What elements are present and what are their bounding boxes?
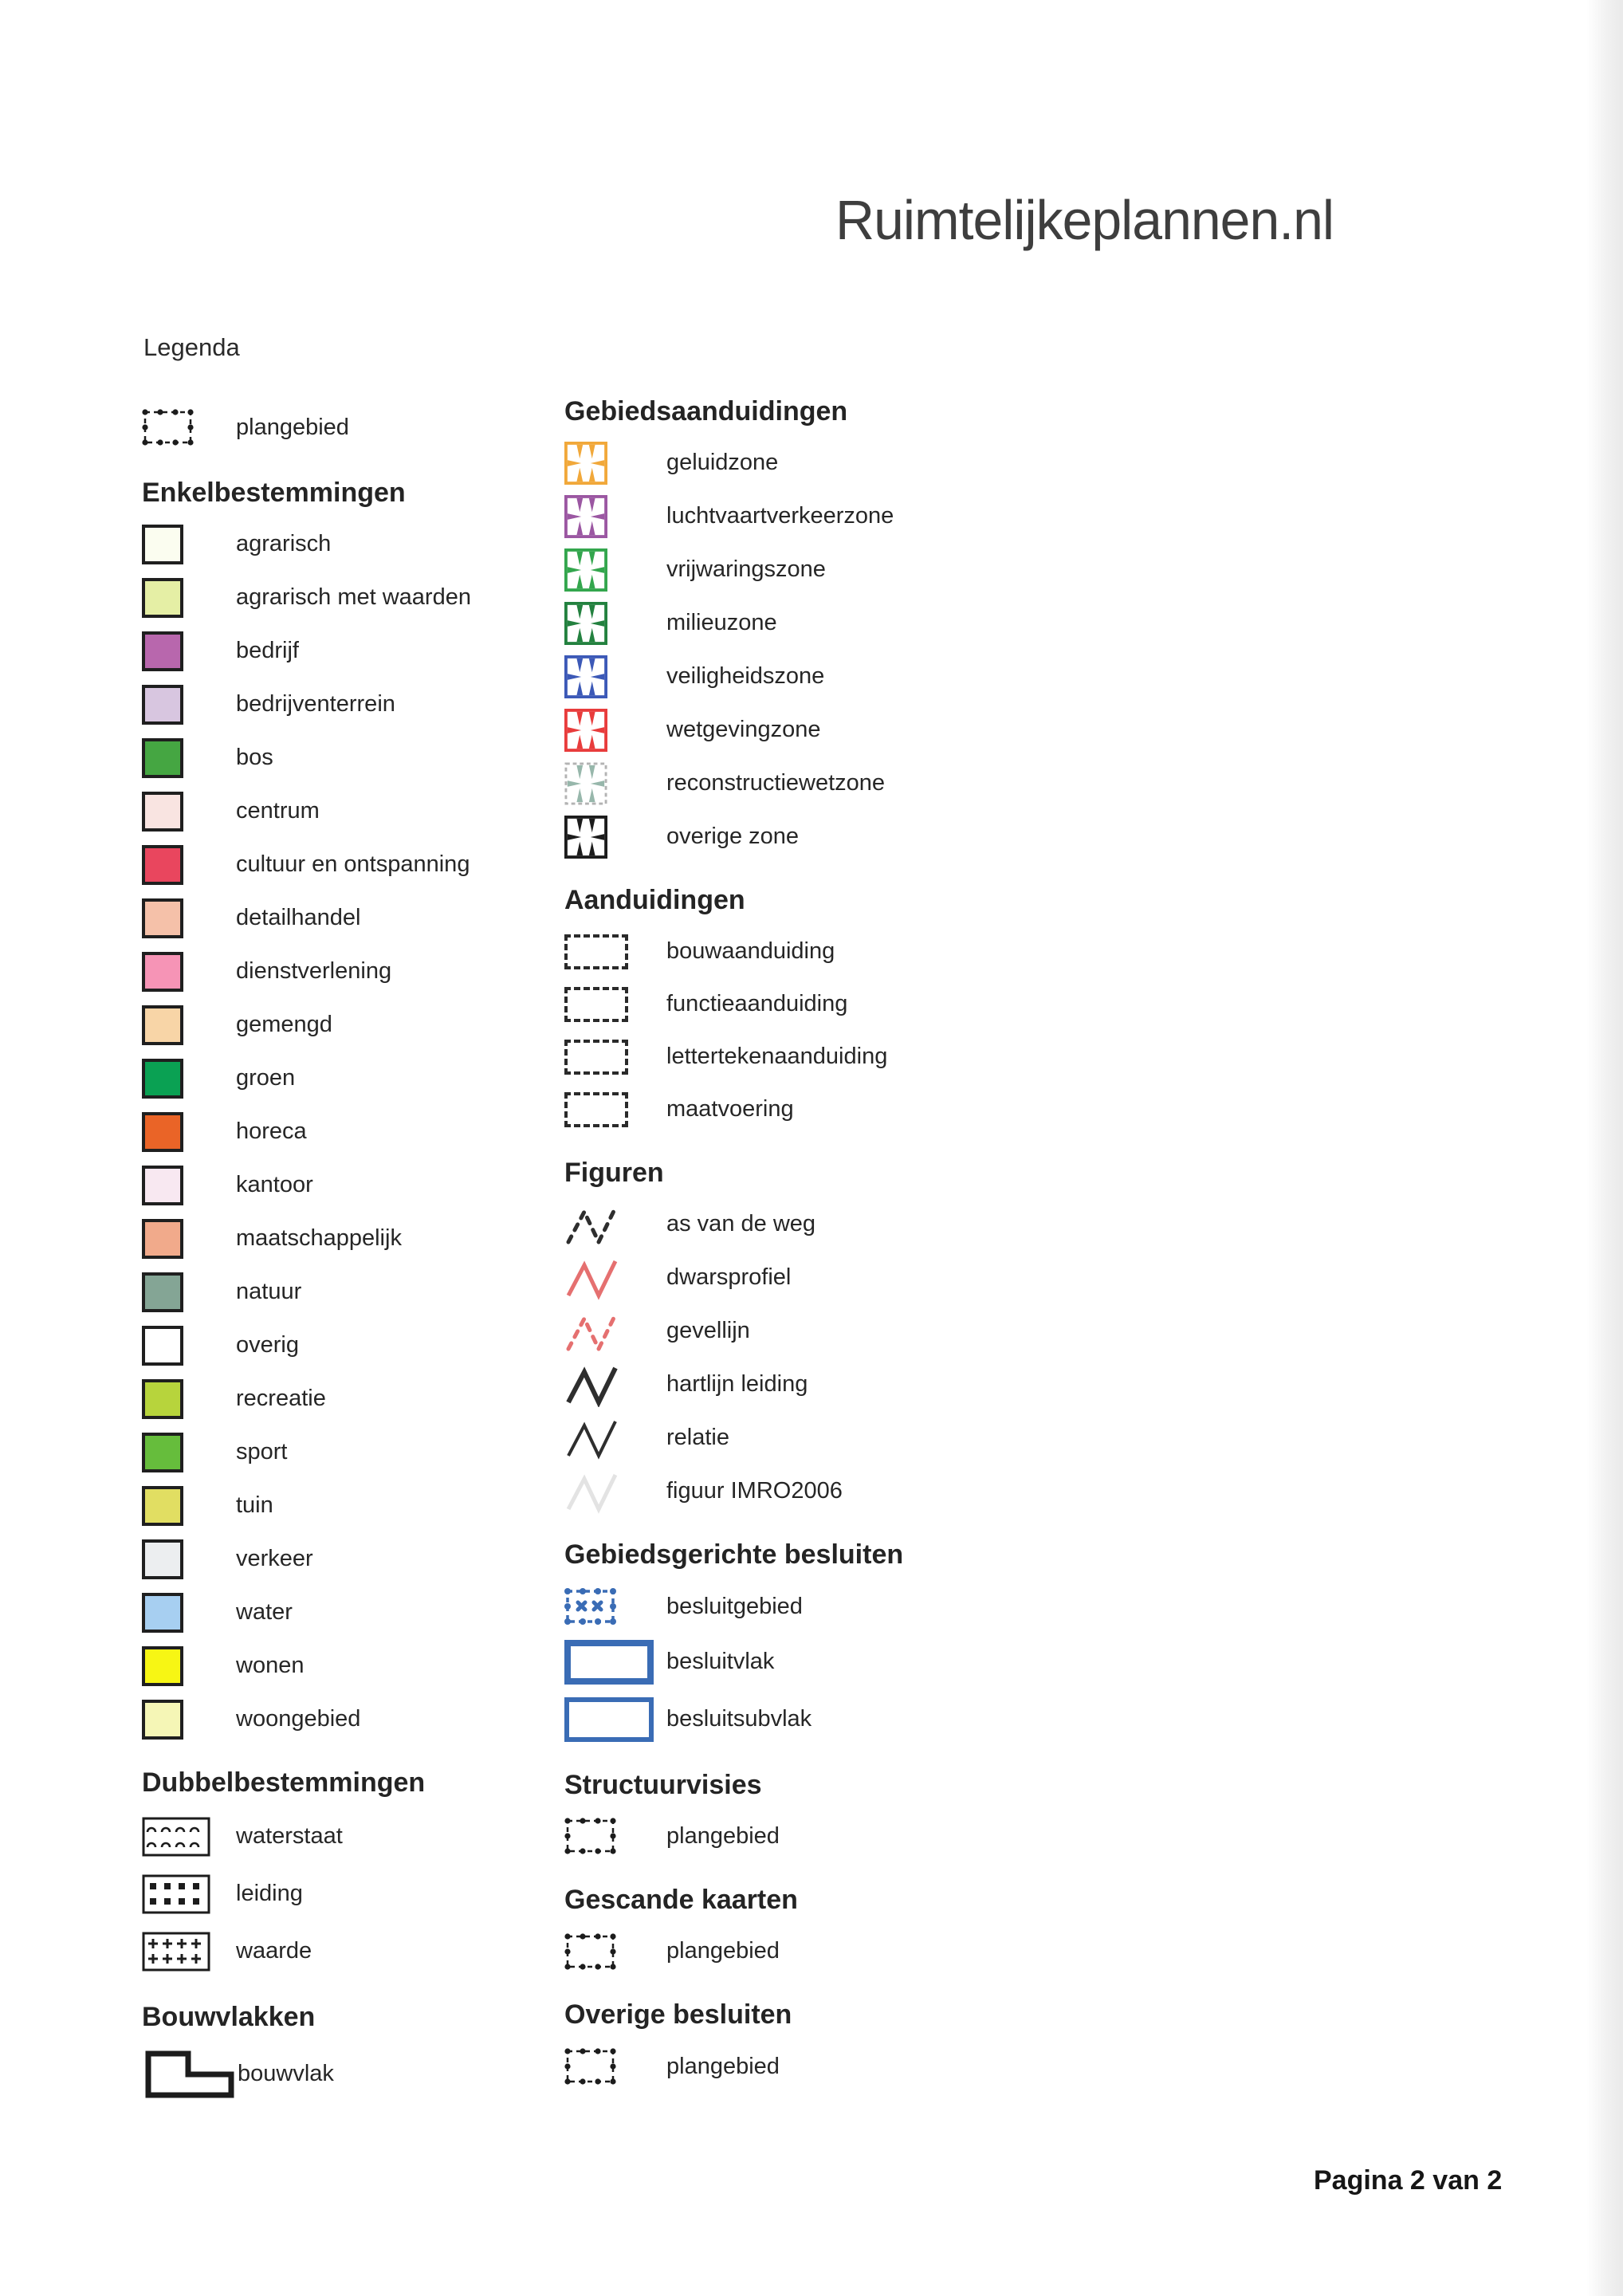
legend-label: waterstaat bbox=[236, 1823, 343, 1850]
color-swatch bbox=[142, 1326, 183, 1366]
legend-row bbox=[564, 757, 1122, 810]
legend-row bbox=[564, 543, 1122, 596]
legend-label: functieaanduiding bbox=[666, 991, 848, 1017]
legend-label: dienstverlening bbox=[236, 958, 392, 985]
dashed-rect-icon bbox=[564, 1040, 628, 1075]
legend-label: maatschappelijk bbox=[236, 1225, 402, 1252]
legend-row bbox=[142, 1639, 572, 1693]
legend-row bbox=[564, 650, 1122, 703]
plangebied-icon bbox=[564, 2048, 617, 2085]
legend-label: maatvoering bbox=[666, 1096, 794, 1122]
legend-row bbox=[142, 571, 572, 624]
legend-row bbox=[142, 1425, 572, 1479]
color-swatch bbox=[142, 1272, 183, 1312]
legend-label: gevellijn bbox=[666, 1318, 750, 1344]
dashed-rect-icon bbox=[564, 934, 628, 969]
legend-row bbox=[142, 945, 572, 998]
legend-row bbox=[564, 810, 1122, 863]
color-swatch bbox=[142, 1700, 183, 1740]
legend-label: agrarisch bbox=[236, 531, 332, 557]
waterstaat-pattern-icon bbox=[142, 1817, 210, 1857]
dashed-rect-icon bbox=[564, 1092, 628, 1127]
legend-left-column bbox=[142, 333, 572, 2105]
legend-row bbox=[142, 1212, 572, 1265]
legend-row bbox=[142, 1052, 572, 1105]
bouwvlak-icon bbox=[142, 2046, 238, 2101]
color-swatch bbox=[142, 1166, 183, 1205]
legend-label: milieuzone bbox=[666, 610, 777, 636]
legend-label: hartlijn leiding bbox=[666, 1371, 808, 1398]
zone-icon bbox=[564, 655, 607, 698]
color-swatch bbox=[142, 1433, 183, 1472]
legend-label: bos bbox=[236, 745, 273, 771]
legend-row bbox=[142, 784, 572, 838]
legend-row bbox=[564, 1810, 1122, 1863]
legend-label: vrijwaringszone bbox=[666, 556, 826, 583]
zigzag-dashed-icon bbox=[564, 1309, 622, 1354]
color-swatch bbox=[142, 952, 183, 992]
legend-row bbox=[564, 926, 1122, 978]
legend-label: figuur IMRO2006 bbox=[666, 1478, 843, 1504]
legend-row bbox=[564, 1634, 1122, 1691]
legend-label: luchtvaartverkeerzone bbox=[666, 503, 894, 529]
legend-label: wonen bbox=[236, 1653, 305, 1679]
legend-row bbox=[142, 624, 572, 678]
legend-row bbox=[142, 1923, 572, 1980]
leiding-pattern-icon bbox=[142, 1874, 210, 1914]
legend-label: gemengd bbox=[236, 1012, 332, 1038]
legend-label: lettertekenaanduiding bbox=[666, 1044, 888, 1070]
waarde-pattern-icon bbox=[142, 1932, 210, 1972]
legend-label: sport bbox=[236, 1439, 288, 1465]
legend-label: recreatie bbox=[236, 1386, 326, 1412]
legend-row bbox=[142, 838, 572, 891]
legend-row bbox=[564, 1197, 1122, 1251]
color-swatch bbox=[142, 898, 183, 938]
color-swatch bbox=[142, 578, 183, 618]
section-aanduidingen: Aanduidingen bbox=[564, 885, 745, 916]
legend-row bbox=[142, 517, 572, 571]
legend-label: besluitvlak bbox=[666, 1649, 775, 1675]
section-gebiedsgerichte-besluiten: Gebiedsgerichte besluiten bbox=[564, 1539, 904, 1571]
legend-row bbox=[564, 436, 1122, 489]
legend-label: relatie bbox=[666, 1425, 729, 1451]
legend-label: kantoor bbox=[236, 1172, 313, 1198]
legend-row bbox=[564, 1358, 1122, 1411]
zigzag-icon bbox=[564, 1469, 622, 1514]
section-bouwvlakken: Bouwvlakken bbox=[142, 2001, 316, 2032]
legend-row bbox=[142, 998, 572, 1052]
legend-row bbox=[564, 1083, 1122, 1136]
legend-row bbox=[564, 1924, 1122, 1978]
legend-row bbox=[564, 1411, 1122, 1464]
legend-row bbox=[142, 1532, 572, 1586]
legend-row-plangebied bbox=[142, 399, 572, 456]
zone-icon bbox=[564, 442, 607, 485]
color-swatch bbox=[142, 1379, 183, 1419]
legend-label: besluitgebied bbox=[666, 1593, 803, 1619]
plangebied-icon bbox=[564, 1818, 617, 1854]
legend-row bbox=[564, 1304, 1122, 1358]
legend-row bbox=[142, 1808, 572, 1866]
legend-label: veiligheidszone bbox=[666, 663, 825, 690]
legend-label: plangebied bbox=[666, 2053, 780, 2079]
brand-title: Ruimtelijkeplannen.nl bbox=[835, 189, 1334, 251]
legend-label: bouwvlak bbox=[238, 2060, 334, 2086]
besluitsubvlak-icon bbox=[564, 1697, 654, 1742]
legend-label: bedrijf bbox=[236, 638, 299, 664]
legend-title: Legenda bbox=[143, 333, 240, 361]
color-swatch bbox=[142, 685, 183, 725]
legend-row bbox=[142, 2042, 572, 2105]
legend-label: plangebied bbox=[666, 1822, 780, 1849]
legend-label: bouwaanduiding bbox=[666, 938, 835, 965]
besluitgebied-icon bbox=[564, 1588, 617, 1625]
legend-right-column bbox=[564, 397, 1122, 2094]
legend-label: plangebied bbox=[666, 1938, 780, 1964]
legend-row bbox=[564, 1464, 1122, 1518]
legend-label: as van de weg bbox=[666, 1211, 816, 1237]
zone-icon bbox=[564, 816, 607, 859]
color-swatch bbox=[142, 1112, 183, 1152]
zigzag-icon bbox=[564, 1362, 622, 1407]
page-number: Pagina 2 van 2 bbox=[1314, 2165, 1503, 2196]
color-swatch bbox=[142, 1593, 183, 1633]
legend-label: overige zone bbox=[666, 824, 800, 850]
legend-label: verkeer bbox=[236, 1546, 313, 1572]
plangebied-icon bbox=[564, 1933, 617, 1970]
section-gescande-kaarten: Gescande kaarten bbox=[564, 1884, 798, 1915]
color-swatch bbox=[142, 1539, 183, 1579]
legend-label: groen bbox=[236, 1065, 296, 1091]
legend-row bbox=[142, 1586, 572, 1639]
zone-icon bbox=[564, 709, 607, 752]
color-swatch bbox=[142, 631, 183, 671]
legend-label: besluitsubvlak bbox=[666, 1706, 812, 1732]
color-swatch bbox=[142, 792, 183, 832]
legend-row bbox=[142, 1319, 572, 1372]
color-swatch bbox=[142, 1059, 183, 1099]
legend-label: centrum bbox=[236, 798, 320, 824]
legend-row bbox=[142, 1693, 572, 1746]
legend-label: overig bbox=[236, 1332, 299, 1358]
color-swatch bbox=[142, 1219, 183, 1259]
besluitvlak-icon bbox=[564, 1640, 654, 1685]
legend-label: detailhandel bbox=[236, 905, 361, 931]
legend-label: horeca bbox=[236, 1119, 307, 1145]
legend-row bbox=[142, 1158, 572, 1212]
color-swatch bbox=[142, 1486, 183, 1526]
legend-label: bedrijventerrein bbox=[236, 691, 395, 718]
section-gebiedsaanduidingen: Gebiedsaanduidingen bbox=[564, 396, 848, 427]
section-enkelbestemmingen: Enkelbestemmingen bbox=[142, 478, 406, 508]
zone-icon bbox=[564, 495, 607, 538]
legend-row bbox=[142, 1479, 572, 1532]
color-swatch bbox=[142, 1005, 183, 1045]
legend-label: waarde bbox=[236, 1938, 312, 1964]
color-swatch bbox=[142, 525, 183, 564]
zone-icon bbox=[564, 762, 607, 805]
plangebied-icon bbox=[142, 409, 195, 446]
legend-label: agrarisch met waarden bbox=[236, 584, 471, 611]
legend-row bbox=[564, 1251, 1122, 1304]
section-figuren: Figuren bbox=[564, 1157, 664, 1188]
scan-edge-artifact bbox=[1586, 0, 1623, 2296]
legend-label: leiding bbox=[236, 1881, 303, 1907]
section-overige-besluiten: Overige besluiten bbox=[564, 1999, 792, 2031]
legend-label: natuur bbox=[236, 1279, 302, 1305]
legend-label: wetgevingzone bbox=[666, 717, 821, 743]
legend-row bbox=[564, 2040, 1122, 2094]
legend-label: water bbox=[236, 1599, 293, 1626]
section-structuurvisies: Structuurvisies bbox=[564, 1769, 762, 1800]
legend-row bbox=[564, 596, 1122, 650]
zigzag-dashed-icon bbox=[564, 1202, 622, 1247]
legend-label: plangebied bbox=[236, 414, 349, 440]
zone-icon bbox=[564, 548, 607, 592]
legend-row bbox=[142, 731, 572, 784]
dashed-rect-icon bbox=[564, 987, 628, 1022]
legend-row bbox=[564, 703, 1122, 757]
legend-row bbox=[142, 678, 572, 731]
legend-label: cultuur en ontspanning bbox=[236, 851, 470, 878]
legend-row bbox=[564, 489, 1122, 543]
color-swatch bbox=[142, 1646, 183, 1686]
legend-row bbox=[142, 1866, 572, 1923]
color-swatch bbox=[142, 845, 183, 885]
legend-row bbox=[564, 1691, 1122, 1748]
legend-row bbox=[142, 1265, 572, 1319]
legend-row bbox=[142, 1105, 572, 1158]
zigzag-icon bbox=[564, 1416, 622, 1461]
zigzag-icon bbox=[564, 1256, 622, 1300]
legend-row bbox=[564, 1031, 1122, 1083]
legend-row bbox=[142, 1372, 572, 1425]
legend-row bbox=[564, 1580, 1122, 1634]
legend-label: reconstructiewetzone bbox=[666, 770, 886, 796]
legend-label: woongebied bbox=[236, 1706, 361, 1732]
legend-row bbox=[142, 891, 572, 945]
legend-label: dwarsprofiel bbox=[666, 1264, 792, 1291]
legend-label: tuin bbox=[236, 1492, 273, 1519]
color-swatch bbox=[142, 738, 183, 778]
legend-row bbox=[564, 978, 1122, 1031]
zone-icon bbox=[564, 602, 607, 645]
legend-label: geluidzone bbox=[666, 450, 779, 476]
section-dubbelbestemmingen: Dubbelbestemmingen bbox=[142, 1767, 426, 1799]
